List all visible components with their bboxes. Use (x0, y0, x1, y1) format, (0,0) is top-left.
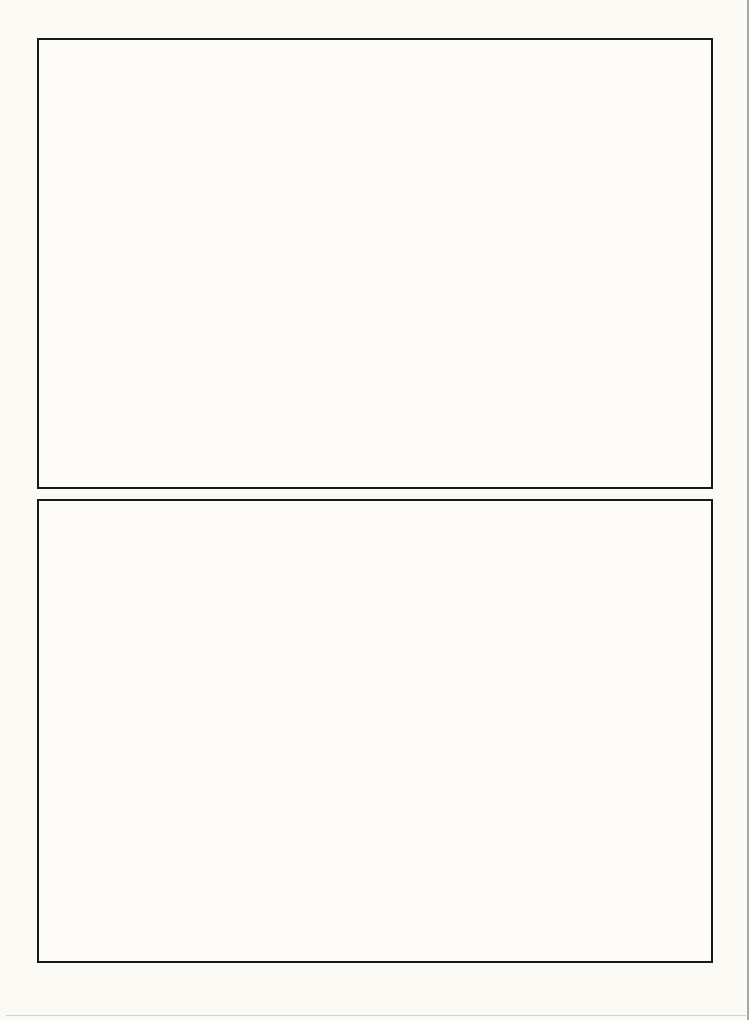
roster-table-bottom (37, 499, 713, 963)
roster-tables (37, 38, 713, 963)
roster-table-top (37, 38, 713, 489)
scan-edge-artifact-bottom (6, 1015, 746, 1016)
scan-edge-artifact (747, 0, 749, 1020)
